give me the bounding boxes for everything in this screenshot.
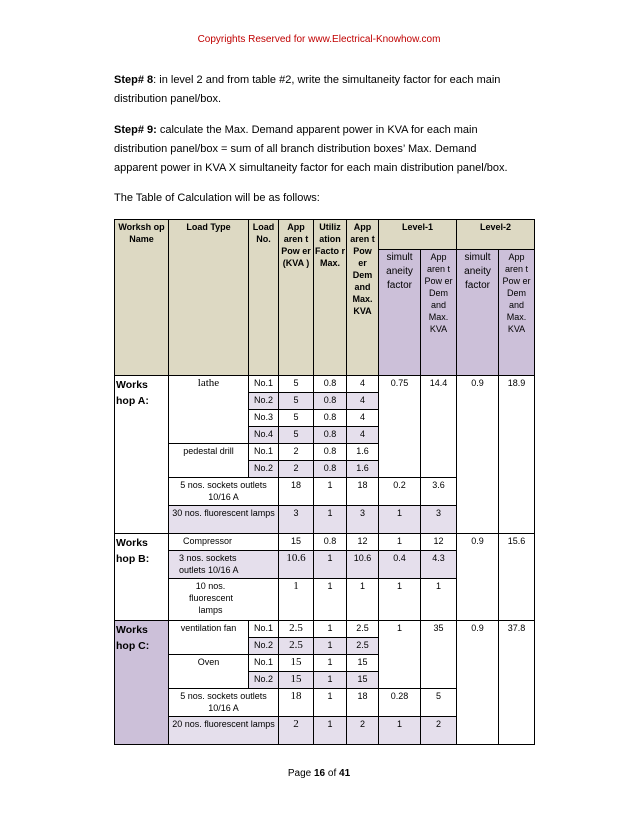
load-type-fluorescent-c: 20 nos. fluorescent lamps [169,717,279,745]
table-cell: 1 [314,506,347,534]
workshop-b-l2-demand: 15.6 [499,534,535,621]
table-cell: 15 [347,655,379,672]
table-row [115,376,535,393]
workshop-c-l1-factor: 1 [379,621,421,689]
table-cell: 5 [279,376,314,393]
load-type-oven: Oven [169,655,249,689]
table-cell: 4 [347,410,379,427]
table-cell: 18 [279,478,314,506]
header-l2-simultaneity: simult aneity factor [457,250,499,376]
table-cell: No.1 [249,655,279,672]
load-type-fluorescent-a: 30 nos. fluorescent lamps [169,506,279,534]
table-cell: 18 [279,689,314,717]
table-cell: 1 [279,579,314,621]
page-footer [0,768,638,779]
table-cell: 1 [314,551,347,579]
header-demand-power: App aren t Pow er Dem and Max. KVA [347,220,379,376]
table-intro: The Table of Calculation will be as follows: [114,192,320,204]
workshop-c-l2-factor: 0.9 [457,621,499,745]
table-cell: 1.6 [347,461,379,478]
table-cell: 2 [421,717,457,745]
header-l1-simultaneity: simult aneity factor [379,250,421,376]
table-cell: No.4 [249,427,279,444]
table-row [115,534,535,551]
table-cell: 1 [314,579,347,621]
table-cell: 1 [314,717,347,745]
header-l1-demand: App aren t Pow er Dem and Max. KVA [421,250,457,376]
table-cell: 2 [279,717,314,745]
table-cell: 1 [314,621,347,638]
table-cell: 3 [347,506,379,534]
table-cell: 1.6 [347,444,379,461]
table-cell: 5 [279,393,314,410]
step-8-label: Step# 8 [114,74,154,86]
workshop-a-name: Works hop A: [115,376,169,534]
table-cell: 4.3 [421,551,457,579]
table-cell: No.2 [249,393,279,410]
step-8-text-1: : in level 2 and from table #2, write the simultaneity factor for each main [153,74,501,86]
step-9-text-2: distribution panel/box = sum of all branch distribution boxes’ Max. Demand [114,143,477,155]
table-cell: 4 [347,427,379,444]
load-type-sockets-a: 5 nos. sockets outlets 10/16 A [169,478,279,506]
table-cell: 3 [421,506,457,534]
table-cell: No.1 [249,444,279,461]
workshop-a-l2-factor: 0.9 [457,376,499,534]
table-cell: 18 [347,478,379,506]
table-cell: No.1 [249,621,279,638]
workshop-b-name: Works hop B: [115,534,169,621]
table-cell: 2 [279,461,314,478]
table-cell: 0.2 [379,478,421,506]
table-cell: 0.8 [314,410,347,427]
table-cell: 12 [347,534,379,551]
workshop-b-l2-factor: 0.9 [457,534,499,621]
load-type-compressor: Compressor [169,534,279,551]
table-cell: 1 [314,689,347,717]
table-cell: 0.8 [314,376,347,393]
workshop-a-l1-demand: 14.4 [421,376,457,478]
table-cell: 1 [314,655,347,672]
table-cell: No.3 [249,410,279,427]
table-cell: 4 [347,393,379,410]
load-type-sockets-b: 3 nos. sockets outlets 10/16 A [169,551,279,579]
header-l2-demand: App aren t Pow er Dem and Max. KVA [499,250,535,376]
table-cell: 2.5 [279,638,314,655]
table-cell: 4 [347,376,379,393]
table-cell: 10.6 [347,551,379,579]
header-level-2: Level-2 [457,220,535,250]
table-cell: 2.5 [347,638,379,655]
header-utilization-factor: Utiliz ation Facto r Max. [314,220,347,376]
table-cell: 15 [347,672,379,689]
footer-page-number: 16 [313,768,326,779]
table-cell: 1 [421,579,457,621]
workshop-a-l1-factor: 0.75 [379,376,421,478]
table-cell: No.1 [249,376,279,393]
header-apparent-power: App aren t Pow er (KVA ) [279,220,314,376]
table-cell: 15 [279,534,314,551]
table-cell: 5 [421,689,457,717]
step-9-label: Step# 9: [114,124,157,136]
table-cell: 3.6 [421,478,457,506]
workshop-c-l1-demand: 35 [421,621,457,689]
load-type-fluorescent-b: 10 nos. fluorescent lamps [169,579,279,621]
table-cell: 2 [279,444,314,461]
table-cell: No.2 [249,461,279,478]
footer-of-word: of [325,768,340,779]
table-cell: 1 [379,717,421,745]
step-9-text-3: apparent power in KVA X simultaneity factor for each main distribution panel/box. [114,162,508,174]
table-cell: 5 [279,427,314,444]
table-cell: 0.8 [314,444,347,461]
table-cell: 0.8 [314,534,347,551]
table-cell: 0.8 [314,393,347,410]
header-load-type: Load Type [169,220,249,376]
copyright-header: Copyrights Reserved for www.Electrical-Knowhow.com [197,34,441,45]
footer-total-pages: 41 [339,768,351,779]
step-9-text-1: calculate the Max. Demand apparent power in KVA for each main [156,124,478,136]
step-8-text-2: distribution panel/box. [114,93,222,105]
calculation-table [114,219,535,745]
step-9-paragraph [114,121,534,178]
step-8-paragraph [114,71,534,109]
header-load-no: Load No. [249,220,279,376]
table-cell: 15 [279,672,314,689]
load-type-ventilation-fan: ventilation fan [169,621,249,655]
load-type-pedestal-drill: pedestal drill [169,444,249,478]
table-cell: 18 [347,689,379,717]
table-row [115,621,535,638]
workshop-c-name: Works hop C: [115,621,169,745]
table-header-row [115,220,535,250]
table-cell: 1 [314,638,347,655]
table-cell: 0.8 [314,427,347,444]
table-cell: 0.4 [379,551,421,579]
table-cell: 1 [379,506,421,534]
header-level-1: Level-1 [379,220,457,250]
table-cell: 0.28 [379,689,421,717]
workshop-c-l2-demand: 37.8 [499,621,535,745]
load-type-lathe: lathe [169,376,249,444]
footer-page-word: Page [287,768,314,779]
load-type-sockets-c: 5 nos. sockets outlets 10/16 A [169,689,279,717]
table-cell: 12 [421,534,457,551]
table-cell: No.2 [249,672,279,689]
table-cell: 2 [347,717,379,745]
table-cell: 1 [314,672,347,689]
table-cell: 1 [347,579,379,621]
table-cell: No.2 [249,638,279,655]
table-cell: 10.6 [279,551,314,579]
table-cell: 15 [279,655,314,672]
header-workshop-name: Worksh op Name [115,220,169,376]
table-cell: 1 [379,579,421,621]
table-cell: 2.5 [347,621,379,638]
table-cell: 1 [314,478,347,506]
table-cell: 2.5 [279,621,314,638]
workshop-a-l2-demand: 18.9 [499,376,535,534]
table-cell: 1 [379,534,421,551]
table-cell: 3 [279,506,314,534]
table-cell: 5 [279,410,314,427]
table-cell: 0.8 [314,461,347,478]
